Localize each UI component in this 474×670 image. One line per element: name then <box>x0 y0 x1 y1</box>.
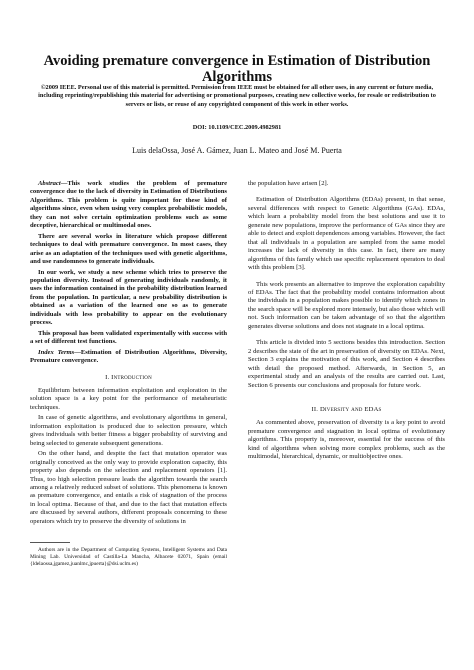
continued-paragraph: the population have arisen [2]. <box>248 180 329 187</box>
work-paragraph: This work presents an alternative to improve the exploration capability of EDAs. The fact that the probability model contains information about the individuals in a population makes possible to identify which zones in the search space will be explored more intensely, but also those which will not. Such information can be taken advantage of so that the algorithm generates diverse solutions and does not stagnate in a local optima. <box>248 280 445 330</box>
index-terms-label: Index Terms <box>38 348 75 356</box>
diversity-paragraph: As commented above, preservation of diversity is a key point to avoid premature convergence and stagnation in local optima of evolutionary algorithms. This property is, moreover, essential for the success of this kind of algorithms when solving more complex problems, such as the multimodal, hierarchical, dynamic, or multiobjective ones. <box>248 419 445 461</box>
paper-title: Avoiding premature convergence in Estimation of Distribution Algorithms <box>43 53 431 85</box>
section-heading-diversity: II. Diversity and EDAs <box>311 405 382 413</box>
index-terms-text: —Estimation of Distribution Algorithms, Diversity, Premature convergence. <box>30 348 227 365</box>
index-terms <box>30 349 227 366</box>
abstract-label: Abstract <box>38 180 61 187</box>
right-column <box>248 180 445 464</box>
intro-paragraph-1: Equilibrium between information exploitation and exploration in the solution space is a key point for the performance of metaheuristic techniques. <box>30 386 227 411</box>
left-column <box>30 180 227 570</box>
eda-paragraph: Estimation of Distribution Algorithms (EDAs) present, in that sense, several differences with respect to Genetic Algorithms (GAs). EDAs, which learn a probability model from the best solutions and use it to generate new populations, improve the performance of GAs since they are able to detect and exploit dependences among variables. However, the fact that all individuals in a population are sampled from the same model increases the lack of diversity in this case. In fact, there are many algorithms of this family which use specific replacement operators to deal with this problem [3]. <box>248 196 445 272</box>
author-footnote: Authors are in the Department of Computing Systems, Intelligent Systems and Data Mining Lab. Universidad of Castilla-La Mancha, Albacete 02071, Spain (email {ldelaossa,jgamez,juanlmc,jpuerta}@dsi.uclm.es) <box>30 547 227 567</box>
doi: DOI: 10.1109/CEC.2009.4982981 <box>192 124 282 131</box>
abstract-paragraph-3: In our work, we study a new scheme which tries to preserve the population diversity. Instead of generating individuals randomly, it uses the information contained in the probability distribution learned from the population. In particular, a new probability distribution is obtained as a variation of the learned one so as to generate individuals with less probability to appear on the evolutionary process. <box>30 268 227 327</box>
intro-paragraph-2: In case of genetic algorithms, and evolutionary algorithms in general, information exploitation is produced due to selection pressure, which gives individuals with better fitness a bigger probability of surviving and being selected to generate subsequent generations. <box>30 414 227 447</box>
abstract-paragraph <box>30 180 227 231</box>
abstract-paragraph-2: There are several works in literature which propose different techniques to deal with premature convergence. In most cases, they arise as an adaptation of the techniques used with genetic algorithms, and use randomness to generate individuals. <box>30 232 227 266</box>
section-heading-introduction: I. Introduction <box>105 373 152 381</box>
intro-paragraph-3: On the other hand, and despite the fact that mutation operator was originally conceived as the only way to provide exploration capacity, this property also depends on the selection and replacement operators [1]. Thus, too high selection pressure leads the algorithm towards the search among a relatively reduced subset of solutions. This phenomena is known as premature convergence, and entails a risk of stagnation of the process in local optima. Because of that, and due to the fact that mutation effects are discussed by several authors, different proposals concerning to these operators which try to preserve the diversity of solutions in <box>30 450 227 525</box>
copyright-notice: ©2009 IEEE. Personal use of this material is permitted. Permission from IEEE must be obtained for all other uses, in any current or future media, including reprinting/republishing this material for advertising or promotional purposes, creating new collective works, for resale or redistribution to servers or lists, or reuse of any copyrighted component of this work in other works. <box>38 84 436 108</box>
author-list: Luis delaOssa, José A. Gámez, Juan L. Mateo and José M. Puerta <box>132 146 342 155</box>
abstract-paragraph-4: This proposal has been validated experimentally with success with a set of different test functions. <box>30 329 227 346</box>
abstract-text-1: —This work studies the problem of premature convergence due to the lack of diversity in Estimation of Distributions Algorithms. This problem is quite important for these kind of algorithms since, even when using very complex probabilistic models, they can not solve certain optimization problems such as some deceptive, hierarchical or multimodal ones. <box>30 180 227 230</box>
structure-paragraph: This article is divided into 5 sections besides this introduction. Section 2 describes the state of the art in preservation of diversity on EDAs. Next, Section 3 explains the motivation of this work, and Section 4 describes with detail the proposed method. Afterwards, in Section 5, an experimental study and an analysis of the results are carried out. Last, Section 6 presents our conclusions and proposals for future work. <box>248 339 445 389</box>
footnote-divider <box>30 542 70 543</box>
